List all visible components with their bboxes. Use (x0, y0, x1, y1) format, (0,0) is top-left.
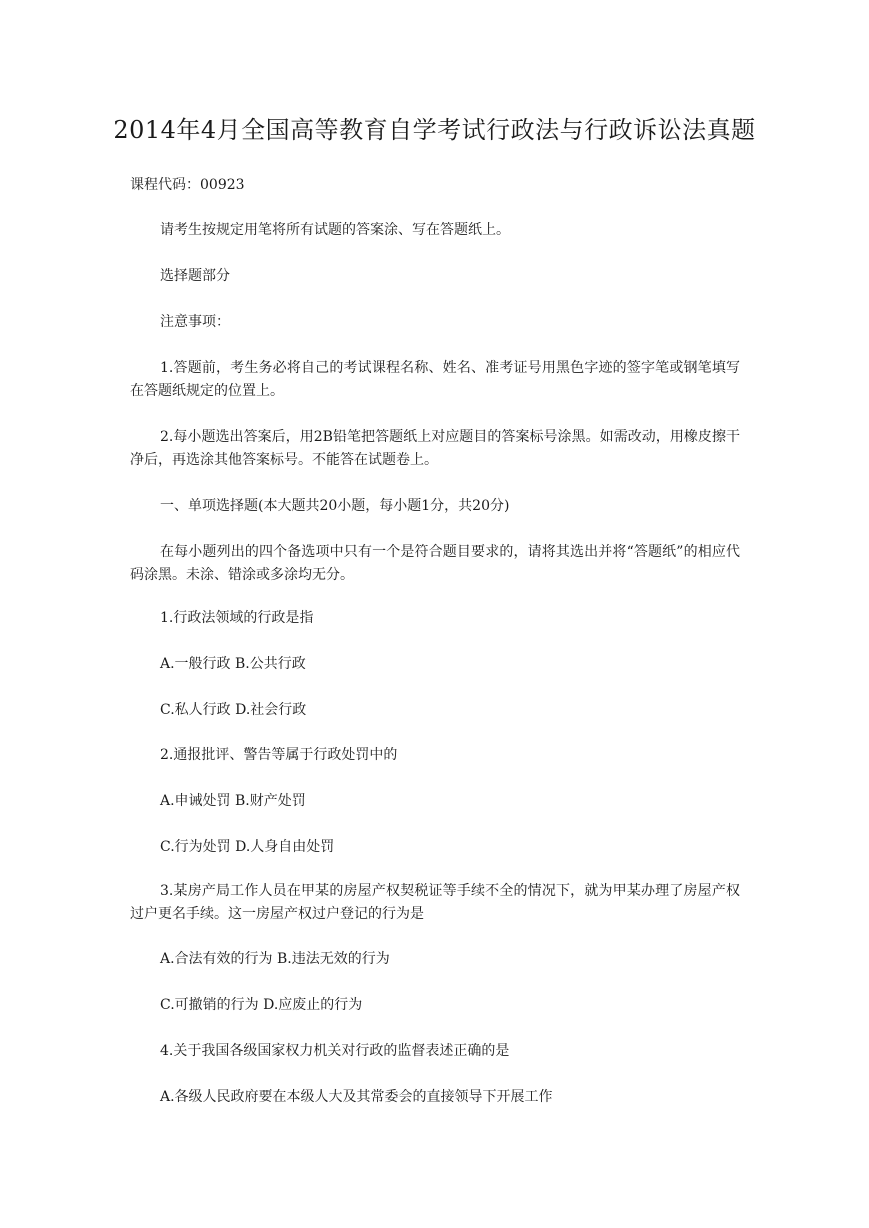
question-1-options-cd: C.私人行政 D.社会行政 (160, 702, 307, 718)
question-4: 4.关于我国各级国家权力机关对行政的监督表述正确的是 (160, 1043, 510, 1059)
notice-heading: 注意事项： (160, 314, 230, 330)
question-1: 1.行政法领域的行政是指 (160, 610, 314, 626)
notice-item-2: 2.每小题选出答案后，用2B铅笔把答题纸上对应题目的答案标号涂黑。如需改动，用橡皮擦干净后，再选涂其他答案标号。不能答在试题卷上。 (130, 429, 740, 468)
document-title: 2014年4月全国高等教育自学考试行政法与行政诉讼法真题 (113, 116, 756, 144)
question-3: 3.某房产局工作人员在甲某的房屋产权契税证等手续不全的情况下，就为甲某办理了房屋产权过户更名手续。这一房屋产权过户登记的行为是 (130, 883, 740, 922)
notice-item-1: 1.答题前，考生务必将自己的考试课程名称、姓名、准考证号用黑色字迹的签字笔或钢笔填写在答题纸规定的位置上。 (130, 360, 740, 399)
question-3-options-ab: A.合法有效的行为 B.违法无效的行为 (160, 951, 390, 967)
course-code: 课程代码：00923 (130, 177, 245, 193)
section-heading: 选择题部分 (160, 268, 230, 284)
question-2-options-cd: C.行为处罚 D.人身自由处罚 (160, 839, 335, 855)
question-1-options-ab: A.一般行政 B.公共行政 (160, 656, 306, 672)
question-2: 2.通报批评、警告等属于行政处罚中的 (160, 747, 398, 763)
question-2-options-ab: A.申诫处罚 B.财产处罚 (160, 793, 306, 809)
question-3-options-cd: C.可撤销的行为 D.应废止的行为 (160, 997, 363, 1013)
question-4-option-a: A.各级人民政府要在本级人大及其常委会的直接领导下开展工作 (160, 1089, 553, 1105)
paragraph: 请考生按规定用笔将所有试题的答案涂、写在答题纸上。 (160, 222, 510, 238)
part-instructions: 在每小题列出的四个备选项中只有一个是符合题目要求的，请将其选出并将“答题纸”的相应代码涂黑。未涂、错涂或多涂均无分。 (130, 544, 740, 583)
part-heading: 一、单项选择题(本大题共20小题，每小题1分，共20分) (160, 498, 510, 514)
